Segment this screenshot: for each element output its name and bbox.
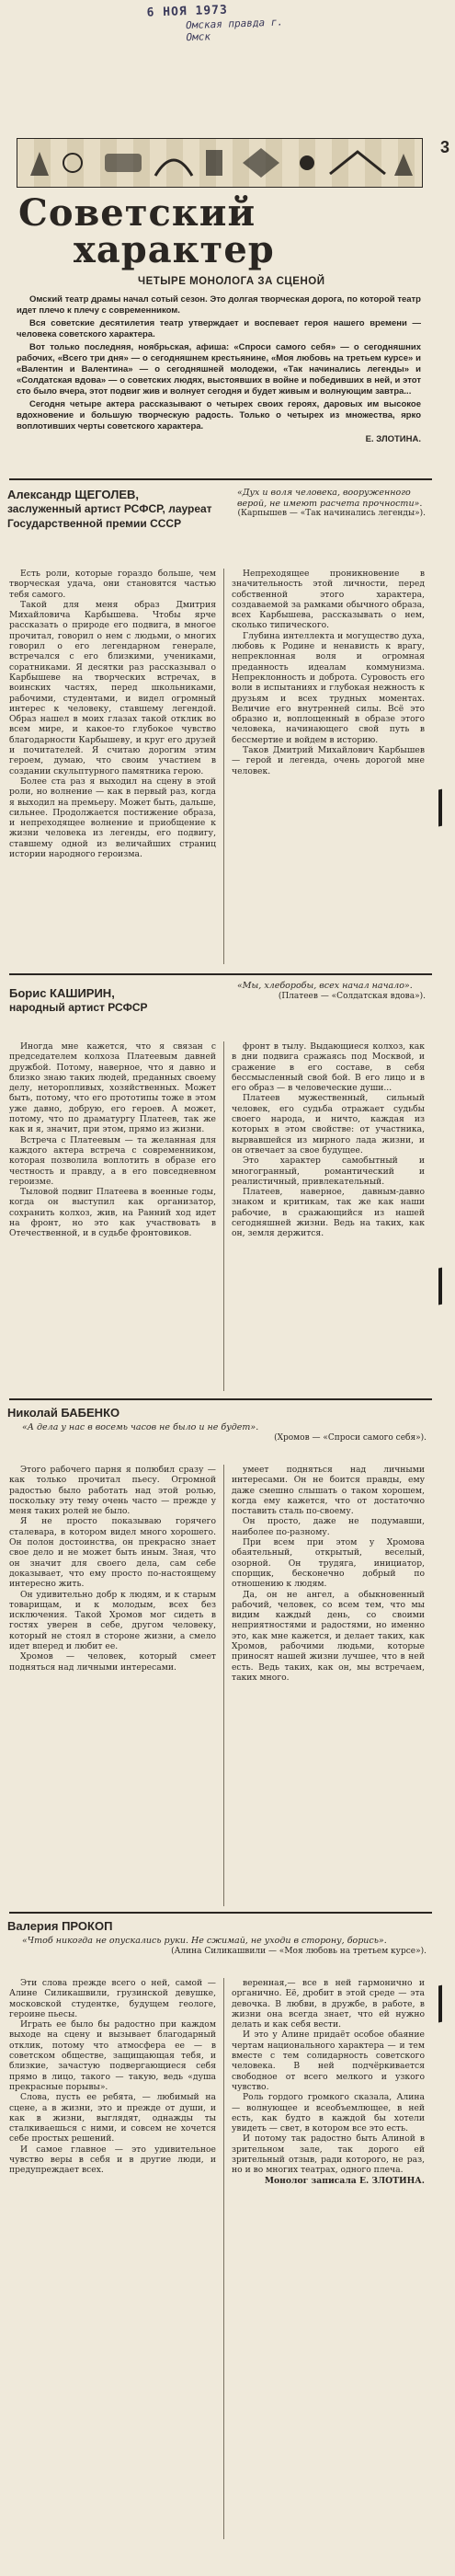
monologue-3-name: Николай БАБЕНКО xyxy=(7,1406,120,1420)
monologue-1-paragraph: Есть роли, которые гораздо больше, чем творческая удача, они становятся частью тебя самого. xyxy=(9,569,216,600)
fold-mark xyxy=(422,789,442,831)
monologue-2-epigraph-text: «Мы, хлеборобы, всех начал начало». xyxy=(237,981,413,991)
page-number: 3 xyxy=(439,138,449,156)
monologue-4-epigraph-text: «Чтоб никогда не опускались руки. Не сжимай, не уходи в сторону, борись». xyxy=(22,1936,387,1946)
monologue-4-signature: Монолог записала Е. ЗЛОТИНА. xyxy=(264,2175,425,2186)
subheadline: ЧЕТЫРЕ МОНОЛОГА ЗА СЦЕНОЙ xyxy=(138,276,325,287)
monologue-4-paragraph: Слова, пусть ее ребята, — любимый на сцене, а в жизни, это и прежде от души, и как в жизни, выглядят, однажды ты сталкиваешься с ними, и совсем не хочется себе простых решений. xyxy=(9,2092,216,2145)
monologue-4-name: Валерия ПРОКОП xyxy=(7,1919,113,1933)
monologue-4-paragraph: Играть ее было бы радостно при каждом выходе на сцену и вызывает благодарный отклик, потому что атмосфера ее — в советском обществе, защищающая тебя, и близкие, зачастую подвергающиеся себя прямо в лицо, такого — такую, ведь «душа прекрасные порывы». xyxy=(9,2019,216,2092)
headline-line-2: характер xyxy=(74,228,275,271)
monologue-2-paragraph: Платеев, наверное, давным-давно знаком и критикам, так же как наши рабочие, в сражающийся из нашей сегодняшней жизни. Ведь на таких, как он, земля держится. xyxy=(232,1187,425,1239)
monologue-3-author xyxy=(7,1406,173,1420)
intro-block xyxy=(17,294,421,445)
monologue-2-paragraph: Платеев мужественный, сильный человек, его судьба отражает судьбы своего народа, и ничто, каждая из которых в этом свойстве: от участника, вырвавшейся из мирного лада жизни, и он отвечает за свое будущее. xyxy=(232,1093,425,1156)
monologue-4-author xyxy=(7,1919,173,1933)
section-divider xyxy=(9,973,432,975)
monologue-4-column-right xyxy=(232,1978,425,2539)
monologue-2-column-right xyxy=(232,1041,425,1391)
monologue-4-epigraph xyxy=(22,1936,427,1957)
monologue-3-paragraph: Этого рабочего парня я полюбил сразу — как только прочитал пьесу. Огромной радостью было работать над этой ролью, поскольку эту тему очень часто — прежде у меня таких ролей не было. xyxy=(9,1465,216,1517)
monologue-4-paragraph: И потому так радостно быть Алиной в зрительном зале, так дорого ей зрительный отзыв, ради которого, не раз, но и во многих театрах, одного плеча. xyxy=(232,2133,425,2176)
monologue-4-paragraph: Эти слова прежде всего о ней, самой — Алине Силикашвили, грузинской девушке, московской студентке, будущем геологе, героине пьесы. xyxy=(9,1978,216,2019)
fold-mark xyxy=(422,1268,442,1309)
monologue-1-name: Александр ЩЕГОЛЕВ, xyxy=(7,488,140,501)
monologue-1-author xyxy=(7,488,214,531)
monologue-3-column-left xyxy=(9,1465,216,1906)
section-divider xyxy=(9,1398,432,1400)
monologue-4-paragraph: И это у Алине придаёт особое обаяние чертам национального характера — и тем вместе с тем солидарность советского человека. В ней подчёркивается свободное от всего мелкого и узкого чувство. xyxy=(232,2030,425,2092)
monologue-2-author xyxy=(9,986,216,1015)
intro-paragraph: Сегодня четыре актера рассказывают о четырех своих героях, даровых им высокое вдохновение и большую творческую радость. Только о четырех из множества, ярко воплотивших черты советского характера. xyxy=(17,399,421,431)
monologue-3-paragraph: Он удивительно добр к людям, и к старым товарищам, и к молодым, всех без исключения. Такой Хромов мог сидеть в гостях уверен в себе, другом человеку, который не стоял в стороне жизни, а смело идет вперед и любит ее. xyxy=(9,1589,216,1652)
monologue-3-epigraph xyxy=(22,1422,427,1443)
monologue-2-epigraph xyxy=(237,981,426,1002)
monologue-4-paragraph: И самое главное — это удивительное чувство веры в себя и в другие люди, и предупреждает всех. xyxy=(9,2144,216,2176)
monologue-4-paragraph: Роль гордого громкого сказала, Алина — волнующее и всеобъемлющее, в ней есть, как будто в каждой бы хотели увидеть — свет, в котором все это есть. xyxy=(232,2092,425,2134)
section-divider xyxy=(9,478,432,480)
monologue-4-paragraph: веренная,— все в ней гармонично и органично. Её, дробит в этой среде — эта девочка. В любви, в дружбе, в работе, в жизни она всегда знает, что ей нужно делать и как себя вести. xyxy=(232,1978,425,2030)
monologue-2-paragraph: Тыловой подвиг Платеева в военные годы, когда он выступил как организатор, сохранить колхоз, жив, на Ранний ход идет на фронт, но это как участвовать в Отечественной, и в судьбе фронтовиков. xyxy=(9,1187,216,1239)
monologue-1-column-right xyxy=(232,569,425,964)
archive-stamp xyxy=(146,1,285,42)
intro-paragraph: Вот только последняя, ноябрьская, афиша: «Спроси самого себя» — о сегодняшних рабочих, «Всего три дня» — о сегодняшнем крестьянине, «Моя любовь на третьем курсе» и «Валентин и Валентина» — о сегодняшней молодежи, «Так начинались легенды» и «Солдатская вдова» — о советских людях, выстоявших в войне и победивших в ней, и этот сто было вчера, этот подвиг жив и волнует сегодня и будет живым и волнующим завтра... xyxy=(17,342,421,397)
ornament-graphic xyxy=(17,139,422,187)
monologue-4-column-left xyxy=(9,1978,216,2539)
monologue-3-paragraph: Он просто, даже не подумавши, наиболее по-разному. xyxy=(232,1516,425,1537)
intro-paragraph: Вся советские десятилетия театр утверждает и воспевает героя нашего времени — человека советского характера. xyxy=(17,318,421,339)
column-divider xyxy=(223,1978,224,2539)
monologue-1-epigraph-text: «Дух и воля человека, вооруженного верой, не имеют расчета прочности». xyxy=(237,488,423,509)
monologue-2-paragraph: Это характер самобытный и многогранный, романтический и реалистичный, привлекательный. xyxy=(232,1156,425,1187)
fold-mark xyxy=(422,1985,442,2027)
stamp-paper xyxy=(186,16,286,43)
monologue-3-paragraph: Да, он не ангел, а обыкновенный рабочий, человек, со всем тем, что мы видим каждый день, со своими неприятностями и радостями, но именно это, как мне кажется, и делает таких, как Хромов, рабочими людьми, которые приносят нашей жизни лучшее, что в ней есть. Ведь таких, как он, мы встречаем, таких много. xyxy=(232,1589,425,1683)
intro-paragraph: Омский театр драмы начал сотый сезон. Это долгая творческая дорога, по которой театр идет плечо к плечу с современником. xyxy=(17,294,421,316)
monologue-1-paragraph: Более ста раз я выходил на сцену в этой роли, но волнение — как в первый раз, когда я выходил на премьеру. Может быть, дальше, сильнее. Продолжается постижение образа, и непреходящее волнение и приобщение к жизни человека из легенды, его подвигу, ставшему одной из величайших страниц истории народного героизма. xyxy=(9,776,216,860)
stamp-city: г. Омск xyxy=(186,16,284,44)
monologue-1-title: заслуженный артист РСФСР, лауреат Государственной премии СССР xyxy=(7,502,212,530)
monologue-1-paragraph: Непреходящее проникновение в значительность этой личности, перед собственной этого характера, создаваемой за рамками обычного образа, всех Карбышева, рассказывать о нем, сколько типического. xyxy=(232,569,425,631)
ornament-band xyxy=(17,138,423,188)
monologue-1-epigraph xyxy=(237,488,426,520)
monologue-3-paragraph: При всем при этом у Хромова обаятельный, открытый, веселый, озорной. Он трудяга, инициатор, спорщик, бесконечно добрый по отношению к людям. xyxy=(232,1537,425,1590)
monologue-1-paragraph: Таков Дмитрий Михайлович Карбышев — герой и легенда, очень дорогой мне человек. xyxy=(232,745,425,776)
monologue-2-name: Борис КАШИРИН, xyxy=(9,986,115,1000)
column-divider xyxy=(223,569,224,964)
monologue-1-paragraph: Глубина интеллекта и могущество духа, любовь к Родине и ненависть к врагу, непреклонная воля и огромная преданность идеалам коммунизма. Непреклонность и доброта. Суровость его воли в испытаниях и глубокая нежность к друзьям и всех трудных моментах. Величие его внутренней силы. Всё это образно и, воплощенный в образе этого человека, начинающего свой путь в бессмертие и войдем в историю. xyxy=(232,630,425,745)
monologue-1-epigraph-source: (Карпышев — «Так начинались легенды»). xyxy=(237,509,426,518)
column-divider xyxy=(223,1041,224,1391)
monologue-1-column-left xyxy=(9,569,216,964)
headline xyxy=(18,191,404,271)
stamp-paper-name: Омская правда xyxy=(185,17,266,32)
monologue-1-paragraph: Такой для меня образ Дмитрия Михайловича Карбышева. Чтобы ярче рассказать о природе его подвига, в многое прочитал, говорил о нем с людьми, о многих говорил о его легендарном генерале, встречался с его близкими, учениками, соратниками. Я десятки раз рассказывал о Карбышеве на творческих встречах, в воинских частях, перед школьниками, рабочими, студентами, и видел огромный интерес к человеку, ставшему легендой. Образ нашел в моих глазах такой отклик во всем мире, и какое-то глубокое чувство благодарности Карбышеву, и круг его друзей и почитателей. Я считаю дорогим этим героем, думаю, что своим участием в создании скульптурного памятника герою. xyxy=(9,599,216,776)
headline-line-1: Советский xyxy=(18,191,256,235)
section-divider xyxy=(9,1912,432,1914)
monologue-2-epigraph-source: (Платеев — «Солдатская вдова»). xyxy=(278,991,426,1001)
monologue-2-paragraph: Встреча с Платеевым — та желанная для каждого актера встреча с современником, которая позволила воплотить в образе его честность и правду, а в его повседневном героизме. xyxy=(9,1134,216,1187)
column-divider xyxy=(223,1465,224,1906)
monologue-3-column-right xyxy=(232,1465,425,1906)
monologue-2-column-left xyxy=(9,1041,216,1391)
monologue-2-paragraph: Иногда мне кажется, что я связан с председателем колхоза Платеевым давней дружбой. Потому, наверное, что я давно и близко знаю таких людей, преданных своему делу, неторопливых, хозяйственных. Может быть, потому, что его прототипы тоже в этом уже давно, добрую, его героев. А может, потому, что по драматургу Платеев, так же как и я, значит, при этом, прямо из жизни. xyxy=(9,1041,216,1135)
monologue-3-paragraph: Хромов — человек, который смеет подняться над личными интересами. xyxy=(9,1651,216,1673)
monologue-3-paragraph: умеет подняться над личными интересами. Он не боится правды, ему даже смешно слышать о таком хорошем, когда ему кажется, что от достаточно поставить сталь по-своему. xyxy=(232,1465,425,1517)
intro-signature: Е. ЗЛОТИНА. xyxy=(365,434,421,444)
monologue-3-epigraph-text: «А дела у нас в восемь часов не было и не будет». xyxy=(22,1422,259,1432)
stamp-date: 6 НОЯ 1973 xyxy=(146,3,229,20)
monologue-4-epigraph-source: (Алина Силикашвили — «Моя любовь на третьем курсе»). xyxy=(171,1946,427,1956)
monologue-2-title: народный артист РСФСР xyxy=(9,1001,148,1014)
monologue-2-paragraph: фронт в тылу. Выдающиеся колхоз, как в дни подвига сражаясь под Москвой, и сражение в его составе, в себя бессмысленный свой бой. В его лицо и в его образ — в человеческие души... xyxy=(232,1041,425,1094)
monologue-3-paragraph: Я не просто показываю горячего сталевара, в котором видел много хорошего. Он полон достоинства, он прекрасно знает свое дело и не может быть иным. Зная, что он значит для своего дела, сам себе доказывает, что ему просто по-настоящему интересно жить. xyxy=(9,1516,216,1590)
monologue-3-epigraph-source: (Хромов — «Спроси самого себя»). xyxy=(274,1432,427,1443)
